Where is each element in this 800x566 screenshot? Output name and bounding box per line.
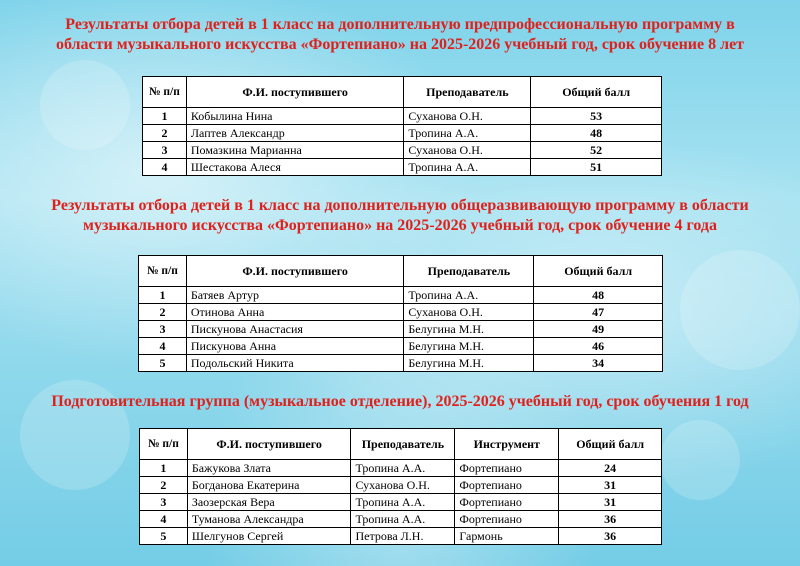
row-number: 2: [143, 125, 187, 142]
section-2-heading: [0, 196, 800, 236]
row-score: 46: [534, 338, 663, 355]
row-teacher: Тропина А.А.: [404, 287, 534, 304]
row-student: Туманова Александра: [187, 511, 351, 528]
table-header-row: [143, 77, 662, 108]
results-table-2: [138, 255, 663, 372]
row-student: Шестакова Алеся: [186, 159, 404, 176]
section-3-heading: [0, 392, 800, 412]
row-score: 36: [559, 528, 662, 545]
row-number: 4: [139, 338, 187, 355]
table-row: [140, 511, 662, 528]
heading-line: музыкального искусства «Фортепиано» на 2025-2026 учебный год, срок обучение 4 года: [83, 217, 717, 234]
header-score: Общий балл: [531, 77, 662, 108]
heading-line: Результаты отбора детей в 1 класс на дополнительную предпрофессиональную программу в: [65, 16, 735, 33]
header-name: Ф.И. поступившего: [186, 77, 404, 108]
row-student: Лаптев Александр: [186, 125, 404, 142]
header-teacher: Преподаватель: [351, 429, 455, 460]
row-score: 48: [531, 125, 662, 142]
row-teacher: Белугина М.Н.: [404, 355, 534, 372]
table-header-row: [140, 429, 662, 460]
row-student: Батяев Артур: [186, 287, 404, 304]
row-number: 1: [143, 108, 187, 125]
table-row: [140, 494, 662, 511]
row-number: 3: [143, 142, 187, 159]
row-student: Помазкина Марианна: [186, 142, 404, 159]
bokeh-decoration: [660, 420, 740, 500]
header-name: Ф.И. поступившего: [186, 256, 404, 287]
table-row: [139, 355, 663, 372]
heading-line: Результаты отбора детей в 1 класс на дополнительную общеразвивающую программу в области: [51, 197, 749, 214]
row-teacher: Суханова О.Н.: [404, 142, 531, 159]
row-student: Пискунова Анна: [186, 338, 404, 355]
row-instrument: Фортепиано: [455, 477, 559, 494]
table-row: [143, 125, 662, 142]
table-header-row: [139, 256, 663, 287]
row-teacher: Тропина А.А.: [404, 125, 531, 142]
row-score: 34: [534, 355, 663, 372]
bokeh-decoration: [40, 60, 130, 150]
header-number: № п/п: [140, 429, 188, 460]
row-number: 5: [140, 528, 188, 545]
row-score: 53: [531, 108, 662, 125]
table-row: [140, 460, 662, 477]
row-teacher: Тропина А.А.: [351, 460, 455, 477]
row-student: Шелгунов Сергей: [187, 528, 351, 545]
row-score: 24: [559, 460, 662, 477]
header-number: № п/п: [139, 256, 187, 287]
row-instrument: Фортепиано: [455, 460, 559, 477]
header-teacher: Преподаватель: [404, 256, 534, 287]
row-teacher: Суханова О.Н.: [351, 477, 455, 494]
row-number: 4: [143, 159, 187, 176]
row-number: 1: [139, 287, 187, 304]
row-score: 49: [534, 321, 663, 338]
header-score: Общий балл: [534, 256, 663, 287]
row-student: Подольский Никита: [186, 355, 404, 372]
results-table-3: [139, 428, 662, 545]
row-teacher: Белугина М.Н.: [404, 338, 534, 355]
table-row: [139, 287, 663, 304]
row-student: Богданова Екатерина: [187, 477, 351, 494]
row-teacher: Суханова О.Н.: [404, 304, 534, 321]
row-number: 2: [139, 304, 187, 321]
table-row: [140, 528, 662, 545]
row-instrument: Фортепиано: [455, 511, 559, 528]
row-score: 31: [559, 494, 662, 511]
row-score: 48: [534, 287, 663, 304]
bokeh-decoration: [680, 250, 800, 370]
row-student: Бажукова Злата: [187, 460, 351, 477]
row-student: Отинова Анна: [186, 304, 404, 321]
header-instrument: Инструмент: [455, 429, 559, 460]
row-score: 36: [559, 511, 662, 528]
row-number: 1: [140, 460, 188, 477]
table-row: [139, 304, 663, 321]
row-teacher: Тропина А.А.: [351, 494, 455, 511]
section-1-heading: [0, 15, 800, 55]
results-table-1: [142, 76, 662, 176]
row-student: Заозерская Вера: [187, 494, 351, 511]
table-row: [139, 338, 663, 355]
row-number: 3: [139, 321, 187, 338]
header-number: № п/п: [143, 77, 187, 108]
table-row: [139, 321, 663, 338]
row-score: 51: [531, 159, 662, 176]
row-teacher: Петрова Л.Н.: [351, 528, 455, 545]
row-teacher: Белугина М.Н.: [404, 321, 534, 338]
row-teacher: Суханова О.Н.: [404, 108, 531, 125]
row-instrument: Гармонь: [455, 528, 559, 545]
table-row: [143, 108, 662, 125]
row-student: Пискунова Анастасия: [186, 321, 404, 338]
header-teacher: Преподаватель: [404, 77, 531, 108]
row-student: Кобылина Нина: [186, 108, 404, 125]
row-teacher: Тропина А.А.: [404, 159, 531, 176]
row-number: 5: [139, 355, 187, 372]
header-score: Общий балл: [559, 429, 662, 460]
table-row: [140, 477, 662, 494]
table-row: [143, 159, 662, 176]
row-number: 3: [140, 494, 188, 511]
header-name: Ф.И. поступившего: [187, 429, 351, 460]
row-score: 47: [534, 304, 663, 321]
heading-line: области музыкального искусства «Фортепиано» на 2025-2026 учебный год, срок обучение 8 лет: [55, 36, 745, 53]
row-instrument: Фортепиано: [455, 494, 559, 511]
row-teacher: Тропина А.А.: [351, 511, 455, 528]
row-score: 52: [531, 142, 662, 159]
row-score: 31: [559, 477, 662, 494]
table-row: [143, 142, 662, 159]
row-number: 4: [140, 511, 188, 528]
row-number: 2: [140, 477, 188, 494]
heading-line: Подготовительная группа (музыкальное отделение), 2025-2026 учебный год, срок обучения 1 год: [51, 393, 749, 410]
